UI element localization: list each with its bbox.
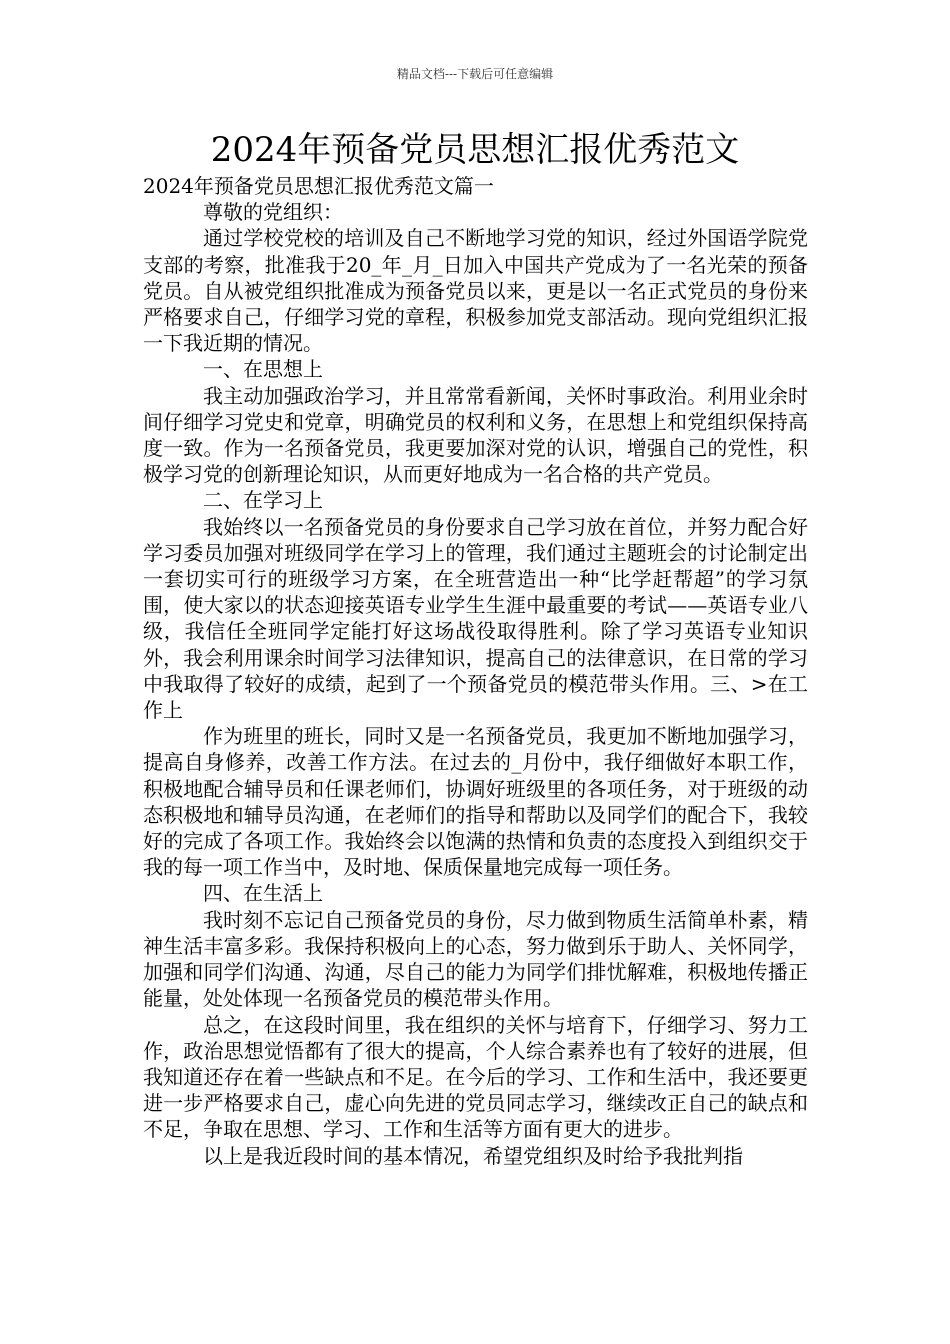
study-paragraph: 我始终以一名预备党员的身份要求自己学习放在首位，并努力配合好学习委员加强对班级同学在学习上的管理，我们通过主题班会的讨论制定出一套切实可行的班级学习方案，在全班营造出一种“比学赶帮超”的学习氛围，使大家以的状态迎接英语专业学生生涯中最重要的考试——英语专业八级，我信任全班同学定能打好这场战役取得胜利。除了学习英语专业知识外，我会利用课余时间学习法律知识，提高自己的法律意识，在日常的学习中我取得了较好的成绩，起到了一个预备党员的模范带头作用。三、>在工作上 [143, 514, 808, 723]
document-body [143, 173, 808, 1169]
closing-paragraph: 以上是我近段时间的基本情况，希望党组织及时给予我批判指 [203, 1143, 743, 1168]
work-paragraph: 作为班里的班长，同时又是一名预备党员，我更加不断地加强学习，提高自身修养，改善工作方法。在过去的_月份中，我仔细做好本职工作，积极地配合辅导员和任课老师们，协调好班级里的各项任务，对于班级的动态积极地和辅导员沟通，在老师们的指导和帮助以及同学们的配合下，我较好的完成了各项工作。我始终会以饱满的热情和负责的态度投入到组织交于我的每一项工作当中，及时地、保质保量地完成每一项任务。 [143, 724, 808, 880]
header-note: 精品文档---下载后可任意编辑 [396, 67, 554, 81]
section-heading-life: 四、在生活上 [203, 881, 323, 906]
life-paragraph: 我时刻不忘记自己预备党员的身份，尽力做到物质生活简单朴素，精神生活丰富多彩。我保持积极向上的心态，努力做到乐于助人、关怀同学，加强和同学们沟通、沟通，尽自己的能力为同学们排忧解难，积极地传播正能量，处处体现一名预备党员的模范带头作用。 [143, 907, 808, 1011]
summary-paragraph: 总之，在这段时间里，我在组织的关怀与培育下，仔细学习、努力工作，政治思想觉悟都有了很大的提高，个人综合素养也有了较好的进展，但我知道还存在着一些缺点和不足。在今后的学习、工作和生活中，我还要更进一步严格要求自己，虚心向先进的党员同志学习，继续改正自己的缺点和不足，争取在思想、学习、工作和生活等方面有更大的进步。 [143, 1012, 808, 1142]
subtitle-paragraph: 2024年预备党员思想汇报优秀范文篇一 [143, 174, 494, 198]
document-title: 2024年预备党员思想汇报优秀范文 [210, 130, 740, 170]
section-heading-thought: 一、在思想上 [203, 357, 323, 382]
intro-paragraph: 通过学校党校的培训及自己不断地学习党的知识，经过外国语学院党支部的考察，批准我于20_年_月_日加入中国共产党成为了一名光荣的预备党员。自从被党组织批准成为预备党员以来，更是以一名正式党员的身份来严格要求自己，仔细学习党的章程，积极参加党支部活动。现向党组织汇报一下我近期的情况。 [143, 226, 808, 356]
section-heading-study: 二、在学习上 [203, 488, 323, 513]
salutation: 尊敬的党组织： [203, 200, 343, 225]
thought-paragraph: 我主动加强政治学习，并且常常看新闻，关怀时事政治。利用业余时间仔细学习党史和党章，明确党员的权利和义务，在思想上和党组织保持高度一致。作为一名预备党员，我更要加深对党的认识，增强自己的党性，积极学习党的创新理论知识，从而更好地成为一名合格的共产党员。 [143, 383, 808, 487]
